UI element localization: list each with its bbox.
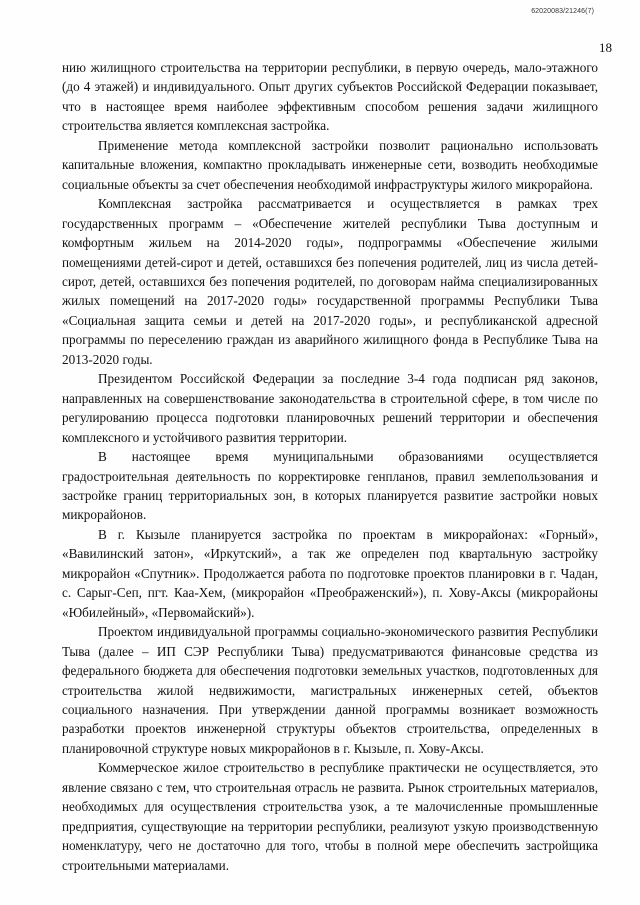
paragraph-3: Комплексная застройка рассматривается и осуществляется в рамках трех государственных программ – «Обеспечение жителей республики Тыва доступным и комфортным жильем на 2014-2020 годы», подпрограммы «Обеспечение жилыми помещениями детей-сирот и детей, оставшихся без попечения родителей, лиц из числа детей-сирот, детей, оставшихся без попечения родителей, по договорам найма специализированных жилых помещений на 2017-2020 годы» государственной программы Республики Тыва «Социальная защита семьи и детей на 2017-2020 годы», и республиканской адресной программы по переселению граждан из аварийного жилищного фонда в Республике Тыва на 2013-2020 годы. bbox=[62, 196, 598, 367]
page-number: 18 bbox=[599, 40, 612, 55]
paragraph-1: нию жилищного строительства на территории республики, в первую очередь, мало-этажного (до 4 этажей) и индивидуального. Опыт других субъектов Российской Федерации показывает, что в настоящее время наиболее эффективным способом решения задачи жилищного строительства является комплексная застройка. bbox=[62, 60, 598, 134]
paragraph-4: Президентом Российской Федерации за последние 3-4 года подписан ряд законов, направленных на совершенствование законодательства в строительной сфере, в том числе по регулированию процесса подготовки планировочных решений территории и обеспечения комплексного и устойчивого развития территории. bbox=[62, 371, 598, 445]
paragraph-7: Проектом индивидуальной программы социально-экономического развития Республики Тыва (далее – ИП СЭР Республики Тыва) предусматриваются финансовые средства из федерального бюджета для обеспечения подготовки земельных участков, подготовленных для строительства жилой недвижимости, магистральных инженерных сетей, объектов социального назначения. При утверждении данной программы возникает возможность разработки проектов инженерной структуры объектов строительства, определенных в планировочной структуре новых микрорайонов в г. Кызыле, п. Хову-Аксы. bbox=[62, 624, 598, 756]
paragraph-5: В настоящее время муниципальными образованиями осуществляется градостроительная деятельность по корректировке генпланов, правил землепользования и застройке границ территориальных зон, в которых планируется развитие застройки новых микрорайонов. bbox=[62, 449, 598, 523]
body-text bbox=[62, 58, 598, 875]
document-code: 62020083/21246(7) bbox=[531, 8, 594, 15]
paragraph-8: Коммерческое жилое строительство в республике практически не осуществляется, это явление связано с тем, что строительная отрасль не развита. Рынок строительных материалов, необходимых для осуществления строительства узок, а те малочисленные промышленные предприятия, существующие на территории республики, реализуют узкую производственную номенклатуру, чего не достаточно для того, чтобы в полной мере обеспечить застройщика строительными материалами. bbox=[62, 760, 598, 873]
paragraph-6: В г. Кызыле планируется застройка по проектам в микрорайонах: «Горный», «Вавилинский затон», «Иркутский», а так же определен под квартальную застройку микрорайон «Спутник». Продолжается работа по подготовке проектов планировки в г. Чадан, с. Сарыг-Сеп, пгт. Каа-Хем, (микрорайон «Преображенский»), п. Хову-Аксы (микрорайоны «Юбилейный», «Первомайский»). bbox=[62, 526, 598, 620]
paragraph-2: Применение метода комплексной застройки позволит рационально использовать капитальные вложения, компактно прокладывать инженерные сети, возводить необходимые социальные объекты за счет обеспечения необходимой инфраструктуры жилого микрорайона. bbox=[62, 137, 598, 192]
